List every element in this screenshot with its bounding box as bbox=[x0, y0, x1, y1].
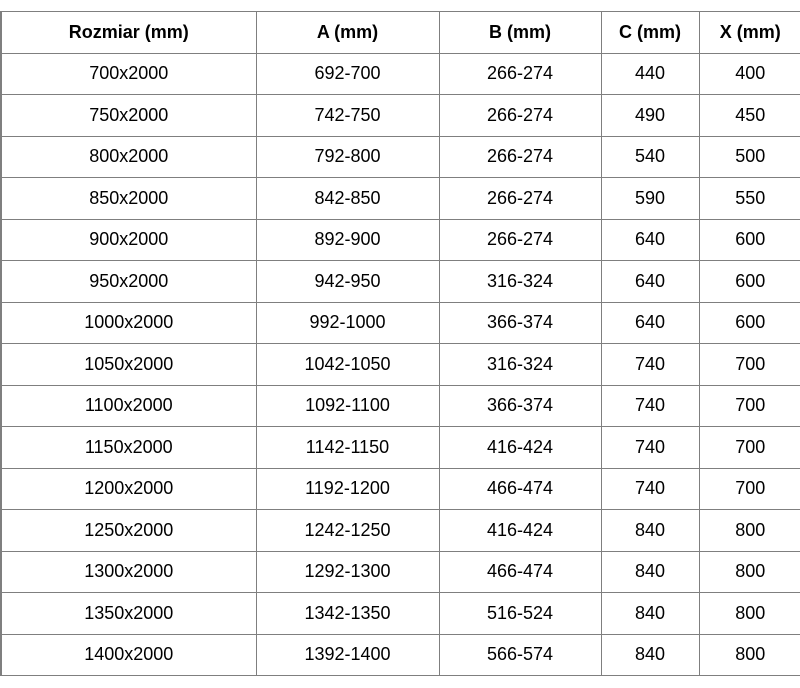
table-row bbox=[1, 385, 800, 427]
table-header bbox=[1, 12, 800, 54]
cell-c: 590 bbox=[601, 178, 699, 220]
cell-c: 740 bbox=[601, 385, 699, 427]
table-row bbox=[1, 634, 800, 676]
table-row bbox=[1, 178, 800, 220]
table-row bbox=[1, 219, 800, 261]
cell-c: 490 bbox=[601, 95, 699, 137]
cell-a: 1142-1150 bbox=[256, 427, 439, 469]
cell-b: 466-474 bbox=[439, 468, 601, 510]
cell-x: 600 bbox=[699, 261, 800, 303]
cell-c: 640 bbox=[601, 219, 699, 261]
cell-a: 1342-1350 bbox=[256, 593, 439, 635]
cell-a: 1242-1250 bbox=[256, 510, 439, 552]
cell-size: 850x2000 bbox=[1, 178, 256, 220]
cell-a: 1292-1300 bbox=[256, 551, 439, 593]
header-row bbox=[1, 12, 800, 54]
cell-size: 1350x2000 bbox=[1, 593, 256, 635]
cell-a: 1042-1050 bbox=[256, 344, 439, 386]
cell-x: 700 bbox=[699, 344, 800, 386]
cell-b: 466-474 bbox=[439, 551, 601, 593]
cell-c: 840 bbox=[601, 551, 699, 593]
table-row bbox=[1, 53, 800, 95]
cell-b: 266-274 bbox=[439, 53, 601, 95]
cell-c: 440 bbox=[601, 53, 699, 95]
cell-b: 566-574 bbox=[439, 634, 601, 676]
header-a: A (mm) bbox=[256, 12, 439, 54]
cell-a: 742-750 bbox=[256, 95, 439, 137]
table-row bbox=[1, 136, 800, 178]
table-row bbox=[1, 261, 800, 303]
cell-c: 640 bbox=[601, 261, 699, 303]
cell-x: 400 bbox=[699, 53, 800, 95]
cell-a: 892-900 bbox=[256, 219, 439, 261]
cell-a: 792-800 bbox=[256, 136, 439, 178]
cell-size: 1100x2000 bbox=[1, 385, 256, 427]
cell-size: 1150x2000 bbox=[1, 427, 256, 469]
table-row bbox=[1, 95, 800, 137]
header-b: B (mm) bbox=[439, 12, 601, 54]
cell-b: 516-524 bbox=[439, 593, 601, 635]
cell-size: 900x2000 bbox=[1, 219, 256, 261]
cell-c: 840 bbox=[601, 593, 699, 635]
cell-c: 640 bbox=[601, 302, 699, 344]
cell-a: 692-700 bbox=[256, 53, 439, 95]
cell-x: 700 bbox=[699, 468, 800, 510]
cell-x: 700 bbox=[699, 427, 800, 469]
cell-a: 1092-1100 bbox=[256, 385, 439, 427]
cell-size: 1200x2000 bbox=[1, 468, 256, 510]
dimensions-table bbox=[0, 11, 800, 676]
cell-c: 840 bbox=[601, 510, 699, 552]
cell-b: 416-424 bbox=[439, 427, 601, 469]
cell-x: 800 bbox=[699, 551, 800, 593]
cell-x: 800 bbox=[699, 510, 800, 552]
cell-size: 1050x2000 bbox=[1, 344, 256, 386]
cell-b: 366-374 bbox=[439, 385, 601, 427]
cell-a: 1192-1200 bbox=[256, 468, 439, 510]
header-size: Rozmiar (mm) bbox=[1, 12, 256, 54]
header-x: X (mm) bbox=[699, 12, 800, 54]
cell-x: 600 bbox=[699, 219, 800, 261]
cell-x: 550 bbox=[699, 178, 800, 220]
cell-c: 740 bbox=[601, 468, 699, 510]
cell-a: 842-850 bbox=[256, 178, 439, 220]
table-row bbox=[1, 510, 800, 552]
table-body bbox=[1, 53, 800, 676]
table-row bbox=[1, 427, 800, 469]
table-row bbox=[1, 593, 800, 635]
cell-b: 416-424 bbox=[439, 510, 601, 552]
cell-size: 950x2000 bbox=[1, 261, 256, 303]
table-row bbox=[1, 468, 800, 510]
cell-size: 1300x2000 bbox=[1, 551, 256, 593]
cell-c: 740 bbox=[601, 344, 699, 386]
cell-b: 316-324 bbox=[439, 344, 601, 386]
cell-a: 1392-1400 bbox=[256, 634, 439, 676]
cell-a: 942-950 bbox=[256, 261, 439, 303]
cell-b: 266-274 bbox=[439, 95, 601, 137]
cell-x: 450 bbox=[699, 95, 800, 137]
cell-x: 800 bbox=[699, 593, 800, 635]
cell-size: 1000x2000 bbox=[1, 302, 256, 344]
cell-a: 992-1000 bbox=[256, 302, 439, 344]
cell-size: 1250x2000 bbox=[1, 510, 256, 552]
cell-size: 700x2000 bbox=[1, 53, 256, 95]
cell-size: 1400x2000 bbox=[1, 634, 256, 676]
cell-c: 540 bbox=[601, 136, 699, 178]
cell-b: 316-324 bbox=[439, 261, 601, 303]
header-c: C (mm) bbox=[601, 12, 699, 54]
cell-x: 700 bbox=[699, 385, 800, 427]
table-row bbox=[1, 344, 800, 386]
cell-c: 840 bbox=[601, 634, 699, 676]
cell-size: 750x2000 bbox=[1, 95, 256, 137]
cell-b: 266-274 bbox=[439, 136, 601, 178]
cell-b: 266-274 bbox=[439, 178, 601, 220]
cell-x: 500 bbox=[699, 136, 800, 178]
cell-b: 366-374 bbox=[439, 302, 601, 344]
cell-size: 800x2000 bbox=[1, 136, 256, 178]
cell-c: 740 bbox=[601, 427, 699, 469]
cell-b: 266-274 bbox=[439, 219, 601, 261]
cell-x: 800 bbox=[699, 634, 800, 676]
cell-x: 600 bbox=[699, 302, 800, 344]
table-row bbox=[1, 302, 800, 344]
table-row bbox=[1, 551, 800, 593]
